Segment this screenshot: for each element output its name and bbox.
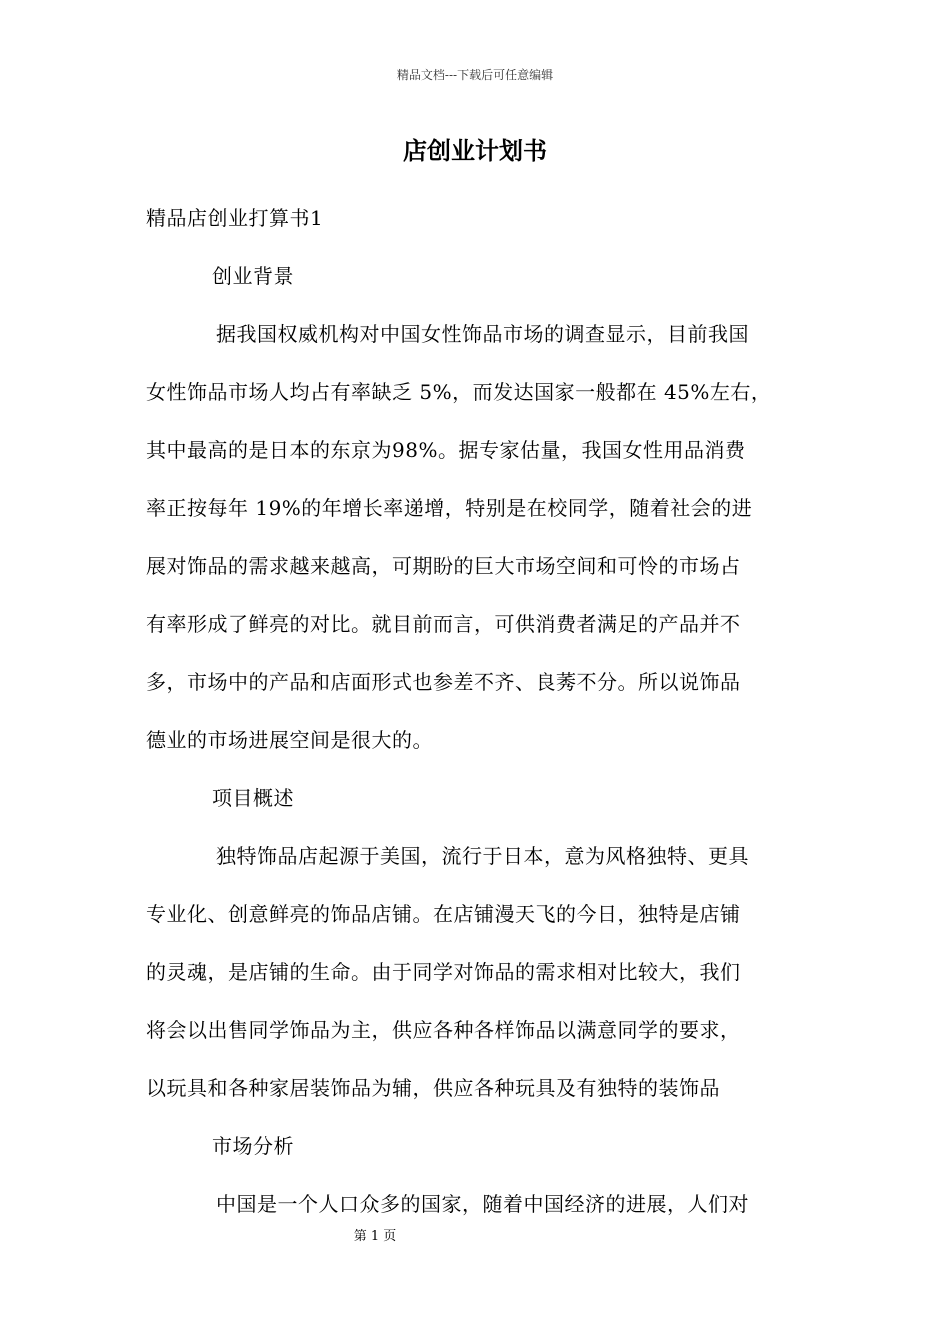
document-title: 店创业计划书	[403, 136, 547, 165]
page-number: 第 1 页	[353, 1229, 397, 1244]
section-heading-overview: 项目概述	[212, 786, 294, 810]
document-body	[146, 204, 806, 1248]
paragraph-line: 有率形成了鲜亮的对比。就目前而言，可供消费者满足的产品并不	[146, 612, 741, 636]
paragraph-line: 专业化、创意鲜亮的饰品店铺。在店铺漫天飞的今日，独特是店铺	[146, 902, 741, 926]
paragraph-line: 的灵魂，是店铺的生命。由于同学对饰品的需求相对比较大，我们	[146, 960, 741, 984]
document-subtitle: 精品店创业打算书1	[146, 206, 324, 230]
paragraph-line: 其中最高的是日本的东京为98%。据专家估量，我国女性用品消费	[146, 438, 746, 462]
paragraph-line: 率正按每年 19%的年增长率递增，特别是在校同学，随着社会的进	[146, 496, 753, 520]
paragraph-line: 德业的市场进展空间是很大的。	[146, 728, 433, 752]
paragraph-line: 展对饰品的需求越来越高，可期盼的巨大市场空间和可怜的市场占	[146, 554, 741, 578]
paragraph-line: 将会以出售同学饰品为主，供应各种各样饰品以满意同学的要求，	[146, 1018, 741, 1042]
page-header: 精品文档---下载后可任意编辑	[396, 68, 554, 82]
paragraph-line: 中国是一个人口众多的国家，随着中国经济的进展，人们对	[216, 1192, 749, 1216]
paragraph-line: 以玩具和各种家居装饰品为辅，供应各种玩具及有独特的装饰品	[146, 1076, 720, 1100]
paragraph-line: 女性饰品市场人均占有率缺乏 5%，而发达国家一般都在 45%左右，	[146, 380, 772, 404]
paragraph-line: 据我国权威机构对中国女性饰品市场的调查显示，目前我国	[216, 322, 749, 346]
paragraph-line: 独特饰品店起源于美国，流行于日本，意为风格独特、更具	[216, 844, 749, 868]
paragraph-line: 多，市场中的产品和店面形式也参差不齐、良莠不分。所以说饰品	[146, 670, 741, 694]
section-heading-background: 创业背景	[212, 264, 294, 288]
section-heading-market: 市场分析	[212, 1134, 294, 1158]
